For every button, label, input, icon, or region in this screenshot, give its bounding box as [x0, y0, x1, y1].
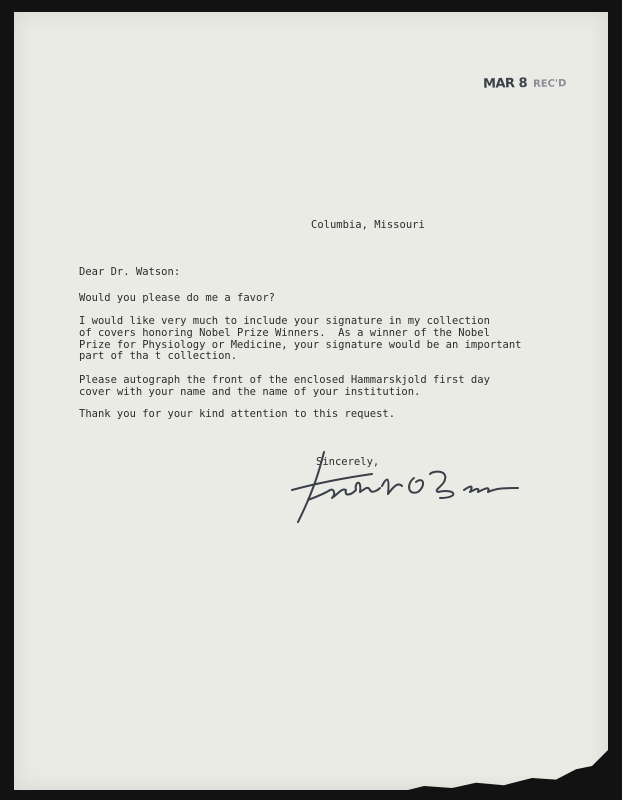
- letter-salutation: Dear Dr. Watson:: [79, 266, 181, 278]
- stamp-received: REC'D: [533, 78, 567, 90]
- letter-page: [14, 12, 608, 790]
- paragraph-2-line: part of tha t collection.: [79, 350, 238, 363]
- handwritten-signature: [284, 448, 534, 528]
- letter-paragraph-4: Thank you for your kind attention to this request.: [79, 408, 396, 420]
- paragraph-2-line: I would like very much to include your signature in my collection: [79, 315, 490, 327]
- letter-place: Columbia, Missouri: [311, 219, 425, 231]
- letter-paragraph-3: [79, 375, 490, 399]
- paragraph-2-line: of covers honoring Nobel Prize Winners. As a winner of the Nobel: [79, 326, 490, 339]
- paragraph-3-line: cover with your name and the name of your institution.: [79, 385, 421, 398]
- received-date-stamp: [483, 75, 567, 91]
- letter-closing: Sincerely,: [316, 456, 380, 468]
- paragraph-2-line: Prize for Physiology or Medicine, your signature would be an important: [79, 338, 522, 351]
- letter-paragraph-2: [79, 316, 522, 363]
- paragraph-3-line: Please autograph the front of the enclosed Hammarskjold first day: [79, 374, 490, 386]
- letter-paragraph-1: Would you please do me a favor?: [79, 292, 275, 304]
- torn-corner: [408, 750, 608, 790]
- stamp-date: MAR 8: [482, 75, 528, 92]
